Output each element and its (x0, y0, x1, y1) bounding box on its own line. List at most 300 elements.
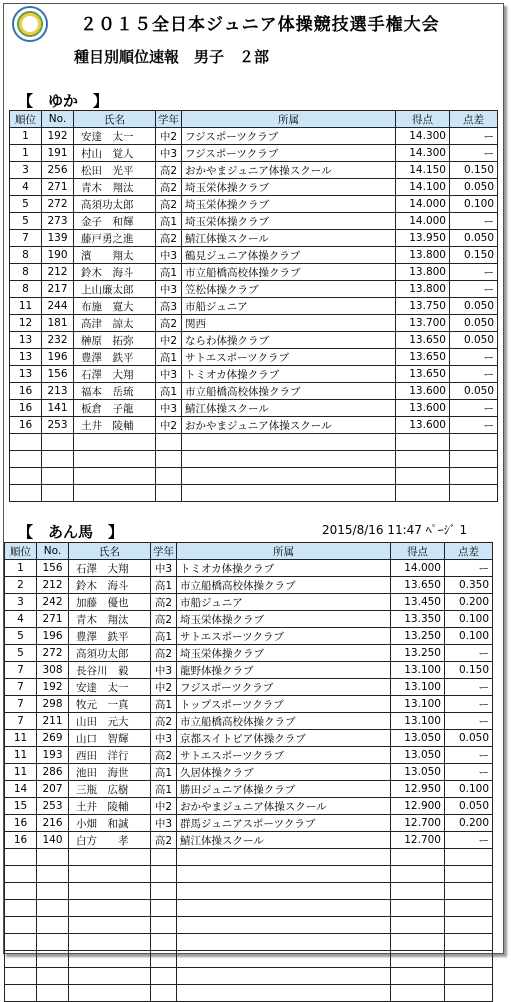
empty-cell (177, 968, 391, 985)
empty-cell (177, 985, 391, 1002)
cell-score: 13.650 (396, 332, 450, 349)
cell-grade: 高2 (151, 594, 177, 611)
cell-name: 豊澤 鉄平 (74, 349, 156, 366)
cell-name: 土井 陵輔 (74, 417, 156, 434)
cell-score: 12.950 (391, 781, 445, 798)
empty-row (5, 883, 493, 900)
table-row (10, 349, 498, 366)
table-row (5, 764, 493, 781)
cell-margin: 0.050 (450, 383, 498, 400)
cell-club: サトエスポーツクラブ (177, 747, 391, 764)
cell-club: サトエスポーツクラブ (182, 349, 396, 366)
cell-score: 13.050 (391, 730, 445, 747)
table-row (5, 798, 493, 815)
cell-rank: 13 (10, 349, 42, 366)
cell-rank: 12 (10, 315, 42, 332)
cell-grade: 中3 (151, 730, 177, 747)
cell-number: 232 (42, 332, 74, 349)
cell-margin: ー (445, 764, 493, 781)
empty-cell (69, 900, 151, 917)
cell-grade: 高2 (151, 713, 177, 730)
empty-cell (156, 485, 182, 502)
cell-name: 土井 陵輔 (69, 798, 151, 815)
empty-cell (151, 917, 177, 934)
cell-club: 龍野体操クラブ (177, 662, 391, 679)
cell-margin: 0.350 (445, 577, 493, 594)
cell-number: 298 (37, 696, 69, 713)
cell-score: 13.050 (391, 764, 445, 781)
table-header-row (5, 543, 493, 560)
cell-rank: 2 (5, 577, 37, 594)
cell-grade: 高2 (151, 747, 177, 764)
empty-cell (151, 985, 177, 1002)
table-row (10, 213, 498, 230)
empty-cell (177, 934, 391, 951)
empty-cell (69, 883, 151, 900)
empty-cell (156, 434, 182, 451)
cell-club: 埼玉栄体操クラブ (182, 196, 396, 213)
cell-rank: 13 (10, 366, 42, 383)
cell-rank: 16 (5, 815, 37, 832)
empty-row (10, 451, 498, 468)
empty-cell (182, 451, 396, 468)
cell-score: 13.600 (396, 383, 450, 400)
empty-cell (5, 849, 37, 866)
cell-rank: 8 (10, 281, 42, 298)
cell-score: 13.600 (396, 417, 450, 434)
cell-grade: 高1 (156, 264, 182, 281)
cell-margin: 0.050 (445, 798, 493, 815)
empty-cell (391, 951, 445, 968)
empty-cell (37, 900, 69, 917)
cell-margin: ー (445, 645, 493, 662)
cell-name: 村山 覚人 (74, 145, 156, 162)
cell-name: 布施 寛大 (74, 298, 156, 315)
cell-grade: 中3 (156, 400, 182, 417)
cell-grade: 中2 (156, 332, 182, 349)
empty-cell (156, 451, 182, 468)
empty-cell (74, 468, 156, 485)
cell-club: 市立船橋高校体操クラブ (177, 713, 391, 730)
empty-cell (450, 485, 498, 502)
cell-margin: 0.200 (445, 594, 493, 611)
empty-cell (5, 951, 37, 968)
cell-number: 217 (42, 281, 74, 298)
cell-grade: 中3 (156, 366, 182, 383)
cell-margin: ー (445, 832, 493, 849)
cell-club: 鯖江体操スクール (177, 832, 391, 849)
cell-margin: ー (450, 400, 498, 417)
cell-score: 13.800 (396, 247, 450, 264)
cell-margin: 0.050 (450, 230, 498, 247)
cell-number: 156 (42, 366, 74, 383)
cell-score: 13.250 (391, 628, 445, 645)
cell-score: 13.100 (391, 696, 445, 713)
cell-club: 群馬ジュニアスポーツクラブ (177, 815, 391, 832)
cell-grade: 高2 (156, 230, 182, 247)
cell-number: 211 (37, 713, 69, 730)
cell-grade: 高2 (156, 196, 182, 213)
empty-cell (396, 451, 450, 468)
cell-margin: 0.100 (445, 611, 493, 628)
cell-score: 13.650 (396, 349, 450, 366)
empty-cell (151, 883, 177, 900)
cell-rank: 5 (10, 196, 42, 213)
empty-cell (69, 934, 151, 951)
cell-rank: 14 (5, 781, 37, 798)
table-row (10, 230, 498, 247)
cell-name: 加藤 優也 (69, 594, 151, 611)
cell-name: 小畑 和誠 (69, 815, 151, 832)
empty-cell (37, 849, 69, 866)
cell-margin: ー (445, 713, 493, 730)
cell-grade: 中3 (156, 281, 182, 298)
empty-cell (151, 849, 177, 866)
cell-grade: 高3 (156, 298, 182, 315)
cell-number: 256 (42, 162, 74, 179)
empty-cell (5, 900, 37, 917)
cell-grade: 高2 (156, 179, 182, 196)
column-header-rank: 順位 (5, 543, 37, 560)
cell-margin: ー (450, 213, 498, 230)
cell-grade: 高2 (156, 315, 182, 332)
empty-row (5, 934, 493, 951)
cell-club: フジスポーツクラブ (177, 679, 391, 696)
empty-row (10, 485, 498, 502)
cell-club: 市立船橋高校体操クラブ (177, 577, 391, 594)
cell-score: 13.800 (396, 281, 450, 298)
empty-cell (450, 434, 498, 451)
table-row (10, 264, 498, 281)
empty-cell (37, 968, 69, 985)
cell-margin: ー (445, 679, 493, 696)
cell-score: 14.000 (396, 196, 450, 213)
cell-grade: 高1 (156, 383, 182, 400)
cell-number: 271 (37, 611, 69, 628)
cell-number: 196 (37, 628, 69, 645)
cell-club: サトエスポーツクラブ (177, 628, 391, 645)
table-row (5, 662, 493, 679)
cell-name: 山田 元大 (69, 713, 151, 730)
empty-cell (69, 968, 151, 985)
cell-name: 白方 孝 (69, 832, 151, 849)
cell-club: 鯖江体操スクール (182, 230, 396, 247)
table-row (5, 730, 493, 747)
empty-cell (391, 968, 445, 985)
empty-row (5, 968, 493, 985)
empty-cell (391, 883, 445, 900)
event-title-pommel-horse: 【 あん馬 】 (18, 523, 124, 541)
empty-cell (450, 451, 498, 468)
empty-row (10, 468, 498, 485)
cell-rank: 13 (10, 332, 42, 349)
cell-number: 196 (42, 349, 74, 366)
empty-cell (445, 917, 493, 934)
table-row (10, 383, 498, 400)
cell-score: 13.350 (391, 611, 445, 628)
cell-rank: 15 (5, 798, 37, 815)
cell-name: 池田 海世 (69, 764, 151, 781)
empty-row (5, 951, 493, 968)
cell-margin: 0.150 (450, 247, 498, 264)
table-header-row (10, 111, 498, 128)
cell-number: 156 (37, 560, 69, 577)
cell-grade: 高1 (151, 696, 177, 713)
empty-cell (391, 917, 445, 934)
page-subtitle: 種目別順位速報 男子 ２部 (74, 48, 270, 66)
cell-grade: 高2 (151, 645, 177, 662)
cell-grade: 中3 (156, 247, 182, 264)
cell-margin: ー (450, 349, 498, 366)
cell-margin: ー (445, 747, 493, 764)
cell-margin: ー (445, 696, 493, 713)
empty-cell (445, 934, 493, 951)
cell-number: 253 (42, 417, 74, 434)
cell-name: 青木 翔汰 (69, 611, 151, 628)
empty-cell (10, 434, 42, 451)
cell-score: 13.650 (391, 577, 445, 594)
table-row (10, 179, 498, 196)
cell-name: 金子 和輝 (74, 213, 156, 230)
column-header-score: 得点 (391, 543, 445, 560)
table-row (5, 815, 493, 832)
column-header-name: 氏名 (74, 111, 156, 128)
table-row (5, 577, 493, 594)
cell-club: 京都スイトピア体操クラブ (177, 730, 391, 747)
cell-grade: 高1 (156, 213, 182, 230)
cell-name: 安達 太一 (69, 679, 151, 696)
cell-rank: 4 (10, 179, 42, 196)
cell-margin: ー (450, 417, 498, 434)
cell-margin: ー (445, 560, 493, 577)
cell-grade: 高2 (156, 162, 182, 179)
cell-score: 13.250 (391, 645, 445, 662)
cell-grade: 中3 (156, 145, 182, 162)
cell-margin: ー (450, 281, 498, 298)
cell-score: 13.100 (391, 713, 445, 730)
cell-margin: ー (450, 366, 498, 383)
cell-rank: 5 (5, 645, 37, 662)
cell-rank: 16 (10, 417, 42, 434)
table-row (10, 315, 498, 332)
empty-cell (42, 434, 74, 451)
empty-cell (5, 917, 37, 934)
cell-rank: 16 (10, 400, 42, 417)
empty-cell (37, 985, 69, 1002)
cell-score: 12.700 (391, 832, 445, 849)
column-header-name: 氏名 (69, 543, 151, 560)
cell-number: 139 (42, 230, 74, 247)
empty-row (5, 985, 493, 1002)
cell-score: 13.450 (391, 594, 445, 611)
cell-number: 213 (42, 383, 74, 400)
cell-name: 三瓶 広樹 (69, 781, 151, 798)
cell-rank: 1 (5, 560, 37, 577)
empty-cell (151, 866, 177, 883)
empty-cell (151, 934, 177, 951)
cell-grade: 中2 (156, 417, 182, 434)
cell-margin: 0.150 (445, 662, 493, 679)
cell-name: 藤戸勇之進 (74, 230, 156, 247)
cell-margin: 0.200 (445, 815, 493, 832)
cell-club: トミオカ体操クラブ (182, 366, 396, 383)
empty-cell (37, 883, 69, 900)
cell-number: 181 (42, 315, 74, 332)
table-row (5, 560, 493, 577)
cell-club: 鯖江体操スクール (182, 400, 396, 417)
cell-name: 上山廉太郎 (74, 281, 156, 298)
cell-rank: 11 (5, 730, 37, 747)
cell-score: 12.700 (391, 815, 445, 832)
cell-number: 212 (37, 577, 69, 594)
empty-cell (391, 849, 445, 866)
empty-cell (445, 866, 493, 883)
cell-margin: 0.050 (450, 315, 498, 332)
floor-results-table (9, 110, 498, 502)
cell-margin: 0.100 (445, 628, 493, 645)
empty-cell (74, 451, 156, 468)
cell-name: 高須功太郎 (69, 645, 151, 662)
empty-cell (69, 917, 151, 934)
column-header-club: 所属 (177, 543, 391, 560)
cell-score: 14.150 (396, 162, 450, 179)
cell-rank: 8 (10, 247, 42, 264)
empty-cell (396, 468, 450, 485)
table-row (10, 281, 498, 298)
empty-row (5, 866, 493, 883)
empty-cell (69, 866, 151, 883)
column-header-grade: 学年 (156, 111, 182, 128)
cell-name: 牧元 一真 (69, 696, 151, 713)
federation-logo-icon (12, 6, 48, 42)
column-header-club: 所属 (182, 111, 396, 128)
cell-score: 13.050 (391, 747, 445, 764)
cell-score: 13.100 (391, 662, 445, 679)
cell-margin: 0.150 (450, 162, 498, 179)
empty-cell (396, 485, 450, 502)
empty-cell (10, 451, 42, 468)
cell-number: 193 (37, 747, 69, 764)
table-row (10, 332, 498, 349)
empty-cell (177, 951, 391, 968)
empty-cell (182, 468, 396, 485)
table-row (10, 196, 498, 213)
empty-row (5, 917, 493, 934)
empty-cell (5, 866, 37, 883)
empty-cell (69, 951, 151, 968)
empty-cell (445, 951, 493, 968)
cell-club: フジスポーツクラブ (182, 145, 396, 162)
empty-cell (445, 849, 493, 866)
cell-number: 192 (37, 679, 69, 696)
cell-club: 勝田ジュニア体操クラブ (177, 781, 391, 798)
column-header-number: No. (37, 543, 69, 560)
empty-cell (177, 866, 391, 883)
empty-cell (42, 451, 74, 468)
cell-rank: 8 (10, 264, 42, 281)
pommel-horse-results-table (4, 542, 493, 1002)
cell-score: 13.750 (396, 298, 450, 315)
empty-cell (151, 951, 177, 968)
cell-grade: 高1 (151, 577, 177, 594)
cell-club: おかやまジュニア体操スクール (182, 417, 396, 434)
cell-name: 高津 諒太 (74, 315, 156, 332)
table-row (10, 400, 498, 417)
cell-club: おかやまジュニア体操スクール (177, 798, 391, 815)
column-header-grade: 学年 (151, 543, 177, 560)
cell-club: 埼玉栄体操クラブ (177, 645, 391, 662)
empty-cell (450, 468, 498, 485)
empty-cell (445, 985, 493, 1002)
empty-cell (10, 485, 42, 502)
cell-number: 242 (37, 594, 69, 611)
cell-club: 埼玉栄体操クラブ (182, 213, 396, 230)
cell-rank: 7 (5, 696, 37, 713)
empty-cell (5, 934, 37, 951)
cell-grade: 中2 (156, 128, 182, 145)
cell-margin: 0.050 (450, 332, 498, 349)
cell-club: 市立船橋高校体操クラブ (182, 383, 396, 400)
cell-name: 長谷川 毅 (69, 662, 151, 679)
empty-cell (37, 917, 69, 934)
cell-club: 笠松体操クラブ (182, 281, 396, 298)
cell-name: 高須功太郎 (74, 196, 156, 213)
cell-score: 12.900 (391, 798, 445, 815)
empty-cell (182, 434, 396, 451)
empty-row (10, 434, 498, 451)
cell-club: 埼玉栄体操クラブ (177, 611, 391, 628)
cell-number: 141 (42, 400, 74, 417)
cell-margin: ー (450, 128, 498, 145)
cell-score: 13.650 (396, 366, 450, 383)
cell-grade: 中3 (151, 815, 177, 832)
empty-cell (156, 468, 182, 485)
cell-name: 豊澤 鉄平 (69, 628, 151, 645)
empty-cell (42, 468, 74, 485)
cell-score: 14.300 (396, 128, 450, 145)
cell-rank: 5 (10, 213, 42, 230)
empty-cell (151, 968, 177, 985)
cell-number: 272 (37, 645, 69, 662)
cell-grade: 高1 (151, 628, 177, 645)
empty-cell (5, 985, 37, 1002)
cell-score: 14.100 (396, 179, 450, 196)
empty-cell (177, 849, 391, 866)
table-row (10, 128, 498, 145)
cell-name: 鈴木 海斗 (69, 577, 151, 594)
cell-margin: 0.050 (445, 730, 493, 747)
empty-cell (5, 968, 37, 985)
cell-grade: 高1 (156, 349, 182, 366)
cell-score: 14.000 (396, 213, 450, 230)
cell-margin: 0.100 (450, 196, 498, 213)
cell-grade: 高2 (151, 832, 177, 849)
empty-cell (391, 866, 445, 883)
table-row (5, 645, 493, 662)
empty-cell (445, 900, 493, 917)
cell-club: 久居体操クラブ (177, 764, 391, 781)
empty-cell (69, 985, 151, 1002)
empty-cell (37, 934, 69, 951)
empty-cell (69, 849, 151, 866)
cell-margin: 0.050 (450, 179, 498, 196)
cell-rank: 7 (5, 679, 37, 696)
table-row (5, 747, 493, 764)
empty-cell (391, 934, 445, 951)
cell-rank: 3 (10, 162, 42, 179)
cell-number: 272 (42, 196, 74, 213)
empty-cell (391, 985, 445, 1002)
